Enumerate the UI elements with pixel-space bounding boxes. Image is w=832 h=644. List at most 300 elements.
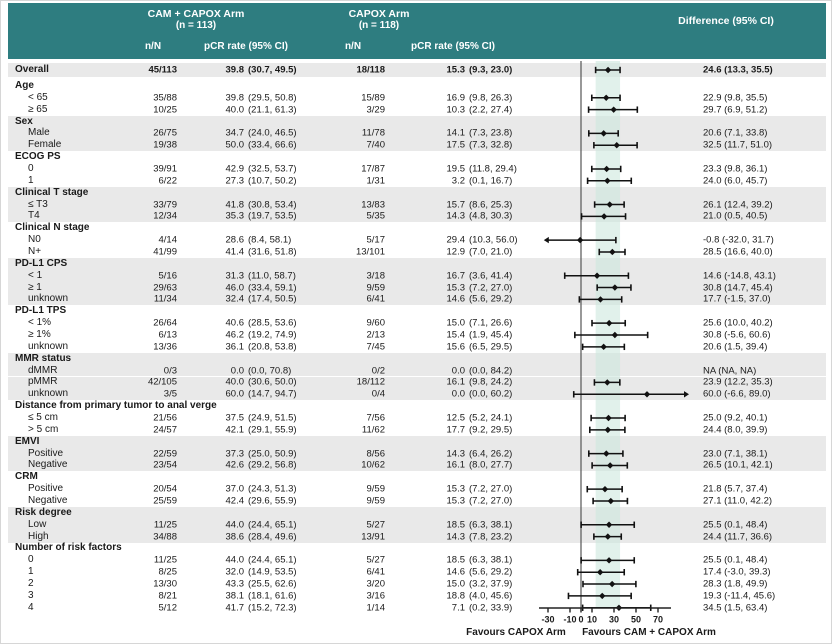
cell-pcr-value-arm2: 15.7 xyxy=(446,198,465,210)
cell-pcr-value-arm1: 37.3 xyxy=(225,447,244,459)
subgroup-label: unknown xyxy=(28,340,69,352)
cell-pcr-ci-arm2: (7.2, 27.0) xyxy=(469,495,513,507)
cell-pcr-value-arm1: 41.7 xyxy=(225,602,244,613)
table-row xyxy=(8,554,826,566)
cell-pcr-value-arm1: 36.1 xyxy=(225,341,244,353)
cell-difference: 21.8 (5.7, 37.4) xyxy=(703,483,768,495)
x-axis-tick-label: 10 xyxy=(586,614,598,625)
cell-pcr-ci-arm1: (24.0, 46.5) xyxy=(248,127,297,139)
subgroup-label: unknown xyxy=(28,293,69,305)
cell-nN-arm2: 5/17 xyxy=(366,234,385,246)
arm2-title: CAPOX Arm xyxy=(348,8,410,20)
cell-pcr-value-arm2: 15.3 xyxy=(446,495,465,507)
cell-difference: 14.6 (-14.8, 43.1) xyxy=(703,269,776,281)
cell-difference: 23.3 (9.8, 36.1) xyxy=(703,163,768,175)
cell-pcr-ci-arm1: (17.4, 50.5) xyxy=(248,293,297,305)
cell-nN-arm1: 21/56 xyxy=(153,412,177,424)
cell-pcr-value-arm2: 14.3 xyxy=(446,447,465,459)
cell-pcr-ci-arm1: (8.4, 58.1) xyxy=(248,234,292,246)
cell-pcr-ci-arm1: (28.4, 49.6) xyxy=(248,530,297,542)
cell-nN-arm2: 13/101 xyxy=(355,246,385,258)
cell-difference: 26.1 (12.4, 39.2) xyxy=(703,198,773,210)
cell-pcr-ci-arm2: (11.8, 29.4) xyxy=(469,163,517,175)
subgroup-label: ECOG PS xyxy=(15,151,61,163)
cell-nN-arm1: 11/34 xyxy=(153,293,177,305)
cell-pcr-value-arm2: 10.3 xyxy=(446,103,465,115)
table-row xyxy=(8,377,826,389)
cell-pcr-value-arm1: 32.4 xyxy=(225,293,244,305)
subgroup-header-row xyxy=(8,222,826,234)
cell-nN-arm1: 12/34 xyxy=(153,210,177,222)
cell-pcr-value-arm1: 27.3 xyxy=(225,175,244,187)
cell-pcr-value-arm1: 40.6 xyxy=(225,317,244,329)
subgroup-label: N0 xyxy=(28,234,41,246)
subgroup-label: Sex xyxy=(15,115,33,127)
cell-pcr-value-arm1: 38.6 xyxy=(225,530,244,542)
cell-pcr-value-arm2: 18.5 xyxy=(446,554,465,566)
cell-nN-arm2: 0/4 xyxy=(371,388,385,400)
cell-nN-arm1: 6/13 xyxy=(158,329,177,341)
arm2-n: (n = 118) xyxy=(358,20,400,31)
cell-pcr-ci-arm2: (8.6, 25.3) xyxy=(469,198,513,210)
cell-pcr-value-arm2: 3.2 xyxy=(451,175,465,187)
subgroup-header-row xyxy=(8,151,826,163)
table-row xyxy=(8,104,826,116)
cell-pcr-value-arm2: 0.0 xyxy=(451,364,465,376)
cell-pcr-value-arm1: 31.3 xyxy=(225,269,244,281)
cell-nN-arm2: 3/18 xyxy=(366,269,385,281)
cell-nN-arm2: 7/56 xyxy=(366,412,385,424)
cell-pcr-ci-arm2: (1.9, 45.4) xyxy=(469,329,513,341)
x-axis-tick-label: 50 xyxy=(630,614,642,625)
cell-difference: 25.6 (10.0, 40.2) xyxy=(703,317,773,329)
subgroup-label: < 65 xyxy=(28,91,48,103)
cell-nN-arm1: 6/22 xyxy=(158,175,177,187)
cell-difference: 25.0 (9.2, 40.1) xyxy=(703,412,768,424)
cell-nN-arm1: 39/91 xyxy=(153,163,177,175)
subgroup-label: 0 xyxy=(28,554,34,566)
cell-pcr-ci-arm2: (9.8, 26.3) xyxy=(469,92,513,104)
cell-pcr-value-arm2: 15.6 xyxy=(446,341,465,353)
cell-difference: 30.8 (-5.6, 60.6) xyxy=(703,329,771,341)
cell-pcr-ci-arm2: (6.3, 38.1) xyxy=(469,554,513,566)
cell-pcr-value-arm1: 34.7 xyxy=(225,127,244,139)
x-axis-tick-label: -10 xyxy=(563,614,577,625)
cell-nN-arm1: 3/5 xyxy=(163,388,177,400)
cell-pcr-ci-arm2: (10.3, 56.0) xyxy=(469,234,518,246)
cell-pcr-value-arm1: 42.6 xyxy=(225,459,244,471)
cell-pcr-ci-arm1: (24.4, 65.1) xyxy=(248,518,297,530)
table-row xyxy=(8,519,826,531)
cell-pcr-ci-arm1: (0.0, 70.8) xyxy=(248,364,292,376)
cell-nN-arm2: 5/35 xyxy=(366,210,385,222)
cell-pcr-ci-arm2: (6.4, 26.2) xyxy=(469,447,513,459)
cell-nN-arm1: 26/64 xyxy=(153,317,177,329)
subgroup-header-row xyxy=(8,258,826,270)
subgroup-header-row xyxy=(8,305,826,317)
cell-nN-arm1: 10/25 xyxy=(153,103,177,115)
subgroup-label: < 1% xyxy=(28,317,52,329)
cell-difference: 24.6 (13.3, 35.5) xyxy=(703,64,773,76)
cell-nN-arm1: 4/14 xyxy=(158,234,177,246)
cell-nN-arm1: 0/3 xyxy=(163,364,177,376)
table-row xyxy=(8,282,826,294)
subgroup-label: EMVI xyxy=(15,435,40,447)
cell-pcr-value-arm2: 15.0 xyxy=(446,317,465,329)
cell-pcr-ci-arm1: (33.4, 66.6) xyxy=(248,139,297,151)
cell-pcr-ci-arm2: (9.2, 29.5) xyxy=(469,424,513,436)
subgroup-label: PD-L1 TPS xyxy=(15,305,67,317)
cell-nN-arm2: 13/91 xyxy=(361,530,385,542)
table-row xyxy=(8,163,826,175)
cell-difference: 20.6 (7.1, 33.8) xyxy=(703,127,768,139)
cell-nN-arm2: 7/40 xyxy=(366,139,385,151)
cell-pcr-ci-arm1: (25.5, 62.6) xyxy=(248,578,297,590)
table-row xyxy=(8,578,826,590)
subgroup-label: < 1 xyxy=(28,269,43,281)
cell-pcr-ci-arm1: (14.9, 53.5) xyxy=(248,566,297,578)
subgroup-label: Positive xyxy=(28,483,64,495)
cell-pcr-ci-arm1: (29.2, 56.8) xyxy=(248,459,297,471)
subgroup-label: 4 xyxy=(28,601,34,613)
table-row xyxy=(8,329,826,341)
cell-pcr-ci-arm1: (29.1, 55.9) xyxy=(248,424,297,436)
cell-pcr-value-arm2: 15.4 xyxy=(446,329,465,341)
cell-difference: 27.1 (11.0, 42.2) xyxy=(703,495,773,507)
cell-pcr-ci-arm2: (7.3, 32.8) xyxy=(469,139,513,151)
subgroup-label: ≥ 1 xyxy=(28,281,42,293)
cell-pcr-ci-arm1: (19.7, 53.5) xyxy=(248,210,297,222)
cell-pcr-value-arm2: 16.1 xyxy=(446,459,465,471)
table-row xyxy=(8,341,826,353)
cell-pcr-ci-arm2: (5.6, 29.2) xyxy=(469,566,513,578)
cell-nN-arm2: 0/2 xyxy=(371,364,385,376)
cell-pcr-value-arm2: 29.4 xyxy=(446,234,465,246)
cell-pcr-ci-arm2: (8.0, 27.7) xyxy=(469,459,513,471)
cell-pcr-value-arm1: 37.0 xyxy=(225,483,244,495)
cell-difference: 32.5 (11.7, 51.0) xyxy=(703,139,773,151)
cell-nN-arm2: 3/20 xyxy=(366,578,385,590)
subgroup-label: 1 xyxy=(28,174,34,186)
cell-pcr-ci-arm1: (15.2, 72.3) xyxy=(248,602,297,613)
cell-pcr-ci-arm1: (24.3, 51.3) xyxy=(248,483,297,495)
cell-pcr-value-arm2: 7.1 xyxy=(451,602,465,613)
subgroup-label: MMR status xyxy=(15,352,72,364)
cell-pcr-value-arm2: 14.6 xyxy=(446,566,465,578)
cell-pcr-ci-arm2: (5.6, 29.2) xyxy=(469,293,513,305)
table-row xyxy=(8,317,826,329)
table-row xyxy=(8,531,826,543)
subgroup-label: Male xyxy=(28,127,50,139)
subgroup-header-row xyxy=(8,436,826,448)
cell-nN-arm2: 6/41 xyxy=(366,293,385,305)
table-row xyxy=(8,92,826,104)
subgroup-label: dMMR xyxy=(28,364,58,376)
cell-pcr-value-arm2: 17.5 xyxy=(446,139,465,151)
table-header xyxy=(8,3,826,59)
cell-pcr-value-arm2: 15.3 xyxy=(446,281,465,293)
cell-nN-arm1: 34/88 xyxy=(153,530,177,542)
cell-pcr-ci-arm1: (18.1, 61.6) xyxy=(248,590,297,602)
col-header-nn-arm2: n/N xyxy=(344,41,362,52)
cell-pcr-value-arm2: 18.8 xyxy=(446,590,465,602)
subgroup-label: Female xyxy=(28,139,62,151)
cell-nN-arm2: 7/45 xyxy=(366,341,385,353)
cell-nN-arm2: 3/16 xyxy=(366,590,385,602)
cell-nN-arm1: 35/88 xyxy=(153,92,177,104)
subgroup-label: High xyxy=(28,530,49,542)
cell-pcr-ci-arm2: (7.2, 27.0) xyxy=(469,281,513,293)
cell-pcr-ci-arm1: (25.0, 50.9) xyxy=(248,447,297,459)
cell-nN-arm1: 24/57 xyxy=(153,424,177,436)
subgroup-label: 2 xyxy=(28,578,34,590)
cell-difference: 24.4 (11.7, 36.6) xyxy=(703,530,773,542)
cell-pcr-value-arm2: 15.0 xyxy=(446,578,465,590)
cell-nN-arm2: 13/83 xyxy=(361,198,385,210)
cell-pcr-value-arm2: 14.1 xyxy=(446,127,465,139)
cell-difference: 17.7 (-1.5, 37.0) xyxy=(703,293,771,305)
subgroup-label: Number of risk factors xyxy=(15,542,122,554)
subgroup-label: pMMR xyxy=(28,376,58,388)
cell-nN-arm2: 9/59 xyxy=(366,495,385,507)
cell-pcr-ci-arm2: (7.3, 23.8) xyxy=(469,127,513,139)
cell-pcr-value-arm2: 19.5 xyxy=(446,163,465,175)
cell-pcr-value-arm2: 15.3 xyxy=(446,64,465,76)
cell-difference: 23.9 (12.2, 35.3) xyxy=(703,376,773,388)
cell-pcr-ci-arm1: (10.7, 50.2) xyxy=(248,175,297,187)
subgroup-label: > 5 cm xyxy=(28,423,59,435)
table-row xyxy=(8,460,826,472)
col-header-pcr-arm1: pCR rate (95% CI) xyxy=(204,41,288,52)
col-header-nn-arm1: n/N xyxy=(144,41,162,52)
cell-pcr-value-arm1: 46.2 xyxy=(225,329,244,341)
cell-nN-arm1: 8/25 xyxy=(158,566,177,578)
table-row xyxy=(8,602,826,614)
cell-pcr-value-arm2: 12.9 xyxy=(446,246,465,258)
cell-difference: NA (NA, NA) xyxy=(703,364,757,376)
cell-nN-arm2: 3/29 xyxy=(366,103,385,115)
cell-pcr-ci-arm1: (24.9, 51.5) xyxy=(248,412,297,424)
cell-pcr-ci-arm1: (28.5, 53.6) xyxy=(248,317,297,329)
cell-pcr-value-arm1: 37.5 xyxy=(225,412,244,424)
table-row xyxy=(8,388,826,400)
cell-nN-arm2: 1/31 xyxy=(366,175,385,187)
cell-difference: 28.5 (16.6, 40.0) xyxy=(703,246,773,258)
cell-pcr-ci-arm2: (9.3, 23.0) xyxy=(469,64,513,76)
subgroup-label: Age xyxy=(15,79,34,91)
cell-pcr-ci-arm1: (30.8, 53.4) xyxy=(248,198,297,210)
cell-pcr-ci-arm1: (30.6, 50.0) xyxy=(248,376,297,388)
cell-pcr-ci-arm1: (24.4, 65.1) xyxy=(248,554,297,566)
cell-difference: 23.0 (7.1, 38.1) xyxy=(703,447,768,459)
subgroup-label: 1 xyxy=(28,566,34,578)
subgroup-label: ≥ 1% xyxy=(28,328,51,340)
cell-nN-arm2: 10/62 xyxy=(361,459,385,471)
cell-pcr-ci-arm1: (31.6, 51.8) xyxy=(248,246,297,258)
favours-left-label: Favours CAPOX Arm xyxy=(466,627,566,638)
table-row xyxy=(8,175,826,187)
subgroup-header-row xyxy=(8,187,826,199)
cell-pcr-ci-arm2: (7.8, 23.2) xyxy=(469,530,513,542)
subgroup-label: Distance from primary tumor to anal verge xyxy=(15,400,217,412)
subgroup-label: Low xyxy=(28,518,47,530)
cell-difference: 20.6 (1.5, 39.4) xyxy=(703,341,768,353)
cell-pcr-value-arm1: 43.3 xyxy=(225,578,244,590)
subgroup-header-row xyxy=(8,543,826,555)
cell-pcr-ci-arm2: (6.3, 38.1) xyxy=(469,518,513,530)
cell-nN-arm1: 23/54 xyxy=(153,459,177,471)
table-row xyxy=(8,139,826,151)
table-row xyxy=(8,127,826,139)
subgroup-label: Overall xyxy=(15,64,49,75)
cell-difference: 26.5 (10.1, 42.1) xyxy=(703,459,773,471)
cell-pcr-ci-arm2: (7.0, 21.0) xyxy=(469,246,513,258)
cell-pcr-value-arm1: 42.1 xyxy=(225,424,244,436)
subgroup-header-row xyxy=(8,353,826,365)
cell-pcr-value-arm1: 50.0 xyxy=(225,139,244,151)
cell-pcr-value-arm2: 17.7 xyxy=(446,424,465,436)
cell-pcr-value-arm1: 41.8 xyxy=(225,198,244,210)
cell-pcr-ci-arm2: (4.8, 30.3) xyxy=(469,210,513,222)
x-axis-tick-label: -30 xyxy=(541,614,555,625)
cell-nN-arm2: 5/27 xyxy=(366,554,385,566)
subgroup-label: unknown xyxy=(28,388,69,400)
cell-pcr-ci-arm2: (3.2, 37.9) xyxy=(469,578,513,590)
cell-difference: 24.0 (6.0, 45.7) xyxy=(703,175,768,187)
cell-difference: 17.4 (-3.0, 39.3) xyxy=(703,566,771,578)
cell-nN-arm1: 5/16 xyxy=(158,269,177,281)
cell-pcr-ci-arm2: (7.1, 26.6) xyxy=(469,317,513,329)
cell-pcr-value-arm1: 42.4 xyxy=(225,495,244,507)
cell-nN-arm2: 9/59 xyxy=(366,281,385,293)
cell-pcr-value-arm1: 38.1 xyxy=(225,590,244,602)
cell-nN-arm2: 6/41 xyxy=(366,566,385,578)
cell-pcr-ci-arm1: (33.4, 59.1) xyxy=(248,281,297,293)
cell-pcr-ci-arm2: (6.5, 29.5) xyxy=(469,341,513,353)
table-row xyxy=(8,63,826,77)
subgroup-header-row xyxy=(8,400,826,412)
subgroup-label: Clinical N stage xyxy=(15,222,90,234)
cell-nN-arm1: 11/25 xyxy=(153,518,177,530)
col-header-pcr-arm2: pCR rate (95% CI) xyxy=(411,41,495,52)
subgroup-label: 0 xyxy=(28,162,34,174)
subgroup-label: Positive xyxy=(28,447,64,459)
subgroup-label: N+ xyxy=(28,245,42,257)
cell-nN-arm1: 22/59 xyxy=(153,447,177,459)
table-row xyxy=(8,424,826,436)
cell-pcr-value-arm1: 42.9 xyxy=(225,163,244,175)
cell-pcr-ci-arm1: (11.0, 58.7) xyxy=(248,269,296,281)
table-row xyxy=(8,495,826,507)
cell-nN-arm1: 19/38 xyxy=(153,139,177,151)
cell-nN-arm2: 15/89 xyxy=(361,92,385,104)
cell-pcr-value-arm1: 39.8 xyxy=(225,64,244,76)
cell-pcr-value-arm1: 40.0 xyxy=(225,103,244,115)
cell-pcr-ci-arm2: (0.0, 60.2) xyxy=(469,388,513,400)
cell-difference: 30.8 (14.7, 45.4) xyxy=(703,281,773,293)
favours-right-label: Favours CAM + CAPOX Arm xyxy=(582,627,716,638)
cell-nN-arm1: 25/59 xyxy=(153,495,177,507)
cell-nN-arm1: 5/12 xyxy=(158,602,177,613)
cell-nN-arm2: 5/27 xyxy=(366,518,385,530)
cell-pcr-value-arm1: 28.6 xyxy=(225,234,244,246)
cell-pcr-value-arm1: 41.4 xyxy=(225,246,244,258)
subgroup-header-row xyxy=(8,116,826,128)
cell-pcr-value-arm2: 14.6 xyxy=(446,293,465,305)
cell-nN-arm1: 13/30 xyxy=(153,578,177,590)
cell-pcr-value-arm1: 60.0 xyxy=(225,388,244,400)
cell-nN-arm1: 20/54 xyxy=(153,483,177,495)
cell-difference: 25.5 (0.1, 48.4) xyxy=(703,554,768,566)
difference-column-title: Difference (95% CI) xyxy=(678,15,774,27)
cell-pcr-value-arm1: 44.0 xyxy=(225,518,244,530)
cell-nN-arm1: 13/36 xyxy=(153,341,177,353)
cell-pcr-ci-arm2: (0.0, 84.2) xyxy=(469,364,513,376)
subgroup-label: Clinical T stage xyxy=(15,186,89,198)
x-axis-tick-label: 30 xyxy=(608,614,620,625)
cell-pcr-ci-arm1: (14.7, 94.7) xyxy=(248,388,297,400)
subgroup-label: ≤ 5 cm xyxy=(28,412,58,423)
cell-pcr-value-arm1: 46.0 xyxy=(225,281,244,293)
cell-pcr-value-arm2: 16.1 xyxy=(446,376,465,388)
cell-difference: 21.0 (0.5, 40.5) xyxy=(703,210,768,222)
cell-pcr-value-arm1: 35.3 xyxy=(225,210,244,222)
x-axis-tick-label: 70 xyxy=(652,614,664,625)
cell-pcr-ci-arm1: (29.5, 50.8) xyxy=(248,92,297,104)
subgroup-header-row xyxy=(8,507,826,519)
cell-difference: 60.0 (-6.6, 89.0) xyxy=(703,388,771,400)
cell-pcr-value-arm1: 44.0 xyxy=(225,554,244,566)
arm1-n: (n = 113) xyxy=(175,20,217,31)
table-row xyxy=(8,365,826,377)
cell-pcr-ci-arm1: (32.5, 53.7) xyxy=(248,163,297,175)
cell-pcr-ci-arm2: (2.2, 27.4) xyxy=(469,103,513,115)
cell-nN-arm1: 41/99 xyxy=(153,246,177,258)
table-row xyxy=(8,448,826,460)
cell-pcr-ci-arm2: (4.0, 45.6) xyxy=(469,590,513,602)
subgroup-label: CRM xyxy=(15,471,38,483)
cell-difference: 25.5 (0.1, 48.4) xyxy=(703,518,768,530)
table-row xyxy=(8,234,826,246)
cell-pcr-value-arm2: 14.3 xyxy=(446,530,465,542)
x-axis-tick-label: 0 xyxy=(578,614,584,625)
cell-nN-arm1: 42/105 xyxy=(147,376,177,388)
cell-nN-arm2: 9/60 xyxy=(366,317,385,329)
table-row xyxy=(8,590,826,602)
table-row xyxy=(8,199,826,211)
table-row xyxy=(8,412,826,424)
cell-pcr-value-arm2: 12.5 xyxy=(446,412,465,424)
cell-nN-arm1: 45/113 xyxy=(148,64,177,76)
cell-pcr-ci-arm1: (29.6, 55.9) xyxy=(248,495,297,507)
cell-nN-arm2: 17/87 xyxy=(361,163,385,175)
cell-difference: 22.9 (9.8, 35.5) xyxy=(703,92,768,104)
cell-pcr-ci-arm2: (7.2, 27.0) xyxy=(469,483,513,495)
subgroup-label: 3 xyxy=(28,589,34,601)
cell-pcr-ci-arm2: (3.6, 41.4) xyxy=(469,269,513,281)
cell-pcr-value-arm2: 16.7 xyxy=(446,269,465,281)
cell-pcr-value-arm1: 0.0 xyxy=(230,364,244,376)
cell-nN-arm1: 11/25 xyxy=(153,554,177,566)
subgroup-header-row xyxy=(8,80,826,92)
cell-pcr-value-arm2: 16.9 xyxy=(446,92,465,104)
cell-pcr-ci-arm2: (5.2, 24.1) xyxy=(469,412,513,424)
subgroup-header-row xyxy=(8,471,826,483)
cell-nN-arm2: 18/118 xyxy=(356,64,385,76)
subgroup-label: Risk degree xyxy=(15,506,72,518)
cell-difference: 24.4 (8.0, 39.9) xyxy=(703,424,768,436)
cell-pcr-ci-arm1: (20.8, 53.8) xyxy=(248,341,297,353)
